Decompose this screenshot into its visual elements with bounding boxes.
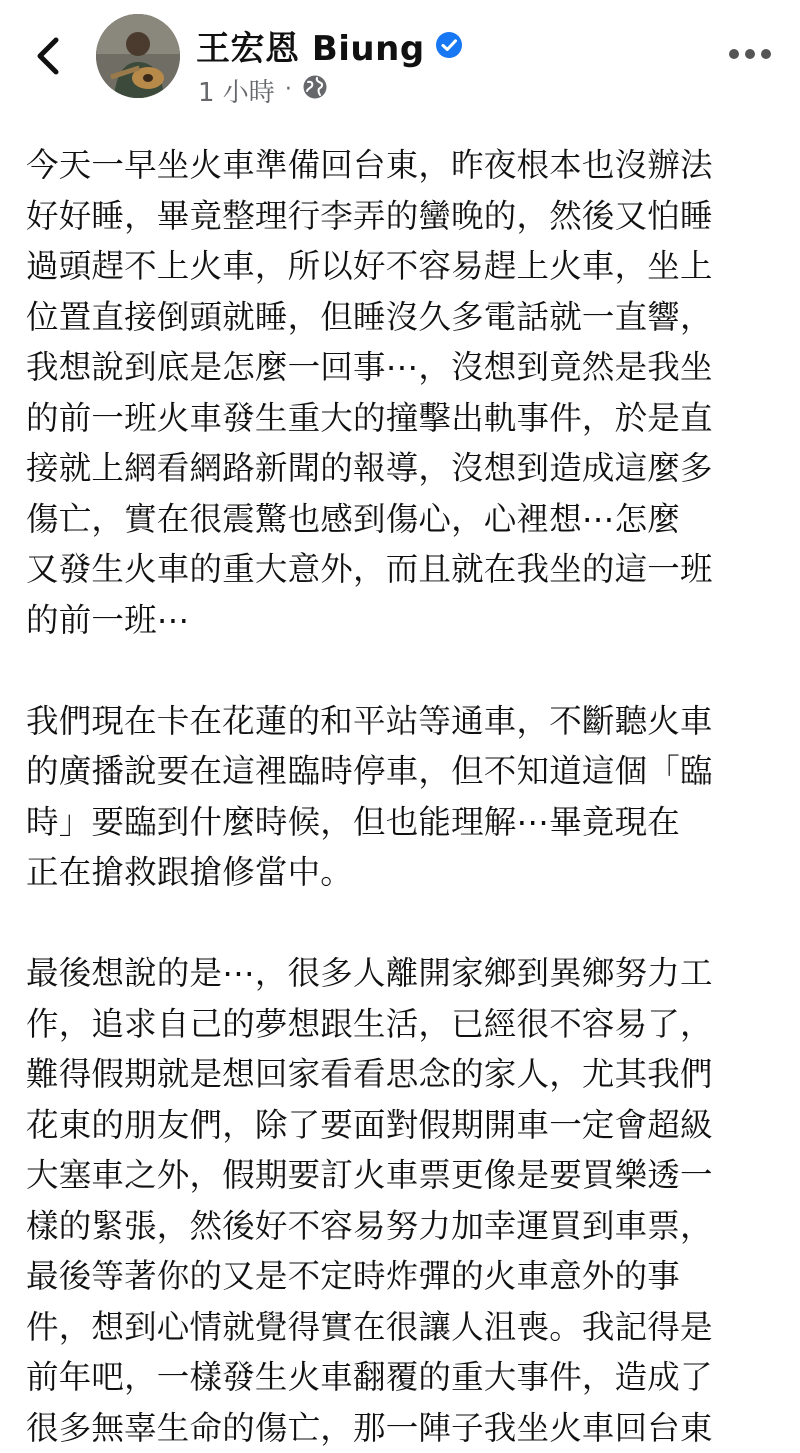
post-header — [0, 0, 800, 120]
post-paragraph: 最後想說的是⋯，很多人離開家鄉到異鄉努力工 作，追求自己的夢想跟生活，已經很不容易了， 難得假期就是想回家看看思念的家人，尤其我們 花東的朋友們，除了要面對假期開車一定會超級 大塞車之外，假期要訂火車票更像是要買樂透一 樣的緊張，然後好不容易努力加幸運買到車票， 最後等著你的又是不定時炸彈的火車意外的事 件，想到心情就覺得實在很讓人沮喪。我記得是 前年吧，一樣發生火車翻覆的重大事件，造成了 很多無辜生命的傷亡，那一陣子我坐火車回台東 — [26, 954, 713, 1447]
post-timestamp[interactable]: 1 小時 — [198, 77, 275, 108]
chevron-left-icon — [34, 36, 62, 76]
post-meta — [198, 70, 328, 110]
avatar-image — [96, 14, 180, 98]
avatar[interactable] — [96, 14, 180, 98]
more-options-button[interactable] — [724, 34, 776, 74]
back-button[interactable] — [24, 30, 72, 82]
author-name[interactable]: 王宏恩 Biung — [196, 28, 425, 69]
verified-badge-icon — [435, 31, 463, 59]
author-row — [196, 22, 463, 68]
post-paragraph: 今天一早坐火車準備回台東，昨夜根本也沒辦法 好好睡，畢竟整理行李弄的蠻晚的，然後又怕睡 過頭趕不上火車，所以好不容易趕上火車，坐上 位置直接倒頭就睡，但睡沒久多電話就一直響， 我想說到底是怎麼一回事⋯，沒想到竟然是我坐 的前一班火車發生重大的撞擊出軌事件，於是直 接就上網看網路新聞的報導，沒想到造成這麼多 傷亡，實在很震驚也感到傷心，心裡想⋯怎麼 又發生火車的重大意外，而且就在我坐的這一班 的前一班⋯ — [26, 146, 713, 639]
globe-icon — [302, 74, 328, 107]
ellipsis-icon — [728, 48, 772, 60]
post-paragraph: 我們現在卡在花蓮的和平站等通車，不斷聽火車 的廣播說要在這裡臨時停車，但不知道這個「臨 時」要臨到什麼時候，但也能理解⋯畢竟現在 正在搶救跟搶修當中。 — [26, 701, 713, 891]
post-body — [26, 140, 778, 1453]
meta-separator: · — [284, 77, 292, 102]
